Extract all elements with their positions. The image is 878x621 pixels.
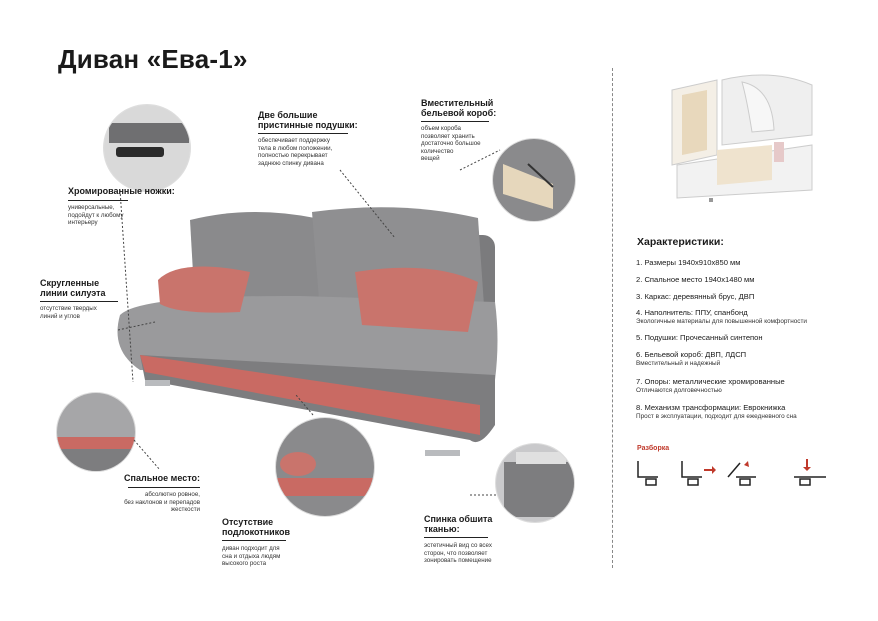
razborka-label: Разборка bbox=[637, 445, 670, 452]
box-callout bbox=[421, 98, 531, 163]
back-heading-1: Спинка обшита bbox=[424, 514, 493, 524]
sleep-text-1: абсолютно ровное, bbox=[144, 491, 200, 498]
pillows-callout bbox=[258, 110, 388, 167]
box-rule bbox=[421, 121, 489, 122]
legs-callout bbox=[68, 186, 188, 227]
back-heading-2: тканью: bbox=[424, 524, 460, 534]
back-text-2: сторон, что позволяет bbox=[424, 549, 488, 557]
back-closeup-image bbox=[495, 443, 575, 523]
spec-item-1-main: 1. Размеры 1940х910х850 мм bbox=[636, 258, 741, 267]
spec-item-8 bbox=[636, 403, 797, 421]
armrests-text-1: диван подходит для bbox=[222, 545, 280, 552]
pillows-heading-2: пристинные подушки: bbox=[258, 120, 358, 130]
legs-text-1: универсальные, bbox=[68, 204, 115, 211]
legs-heading: Хромированные ножки: bbox=[68, 186, 175, 196]
sleep-rule bbox=[128, 487, 200, 488]
spec-item-8-sub: Прост в эксплуатации, подходит для ежедневного сна bbox=[636, 413, 797, 420]
armrests-heading-1: Отсутствие bbox=[222, 517, 274, 527]
box-text-5: вещей bbox=[421, 155, 440, 162]
legs-text-3: интерьеру bbox=[68, 219, 98, 226]
spec-item-6 bbox=[636, 350, 746, 368]
back-rule bbox=[424, 537, 488, 538]
pillows-rule bbox=[258, 133, 348, 134]
box-heading-2: бельевой короб: bbox=[421, 108, 497, 118]
legs-text-2: подойдут к любому bbox=[68, 211, 124, 219]
spec-item-4-sub: Экологичные материалы для повышенной комфортности bbox=[636, 318, 807, 325]
pillows-heading-1: Две большие bbox=[258, 110, 318, 120]
legs-closeup-image bbox=[103, 104, 191, 192]
rounded-callout bbox=[40, 278, 150, 320]
spec-item-5-main: 5. Подушки: Прочесанный синтепон bbox=[636, 333, 763, 342]
specs-heading: Характеристики: bbox=[637, 236, 724, 248]
spec-item-5 bbox=[636, 333, 763, 342]
spec-item-3-main: 3. Каркас: деревянный брус, ДВП bbox=[636, 292, 755, 301]
spec-item-1 bbox=[636, 258, 741, 267]
legs-rule bbox=[68, 200, 128, 201]
box-text-4: количество bbox=[421, 147, 454, 155]
sofa-cutaway-image bbox=[662, 70, 822, 202]
spec-item-2-main: 2. Спальное место 1940х1480 мм bbox=[636, 275, 755, 284]
pillows-text-3: полностью перекрывает bbox=[258, 152, 328, 159]
armrests-heading-2: подлокотников bbox=[222, 527, 291, 537]
armrests-text-2: сна и отдыха людям bbox=[222, 552, 281, 560]
spec-item-6-sub: Вместительный и надежный bbox=[636, 360, 721, 367]
box-text-2: позволяет хранить bbox=[421, 132, 475, 140]
page-title: Диван «Ева-1» bbox=[58, 44, 248, 74]
armrests-rule bbox=[222, 540, 286, 541]
armrests-callout bbox=[222, 517, 332, 568]
sleep-text-3: жесткости bbox=[170, 506, 200, 513]
spec-item-7-main: 7. Опоры: металлические хромированные bbox=[636, 377, 785, 386]
box-heading-1: Вместительный bbox=[421, 98, 494, 108]
spec-item-6-main: 6. Бельевой короб: ДВП, ЛДСП bbox=[636, 350, 747, 359]
rounded-text-1: отсутствие твердых bbox=[40, 305, 97, 312]
sleep-text-2: без наклонов и перепадов bbox=[124, 498, 200, 506]
spec-item-3 bbox=[636, 292, 754, 301]
box-text-1: объем короба bbox=[421, 125, 462, 132]
rounded-heading-2: линии силуэта bbox=[40, 288, 106, 298]
spec-item-2 bbox=[636, 275, 755, 284]
pillows-text-2: тела в любом положении, bbox=[258, 144, 333, 152]
rounded-rule bbox=[40, 301, 118, 302]
spec-item-4-main: 4. Наполнитель: ППУ, спанбонд bbox=[636, 308, 748, 317]
rounded-heading-1: Скругленные bbox=[40, 278, 100, 288]
spec-item-7-sub: Отличаются долговечностью bbox=[636, 387, 722, 394]
back-text-1: эстетичный вид со всех bbox=[424, 542, 492, 549]
spec-item-8-main: 8. Механизм трансформации: Еврокнижка bbox=[636, 403, 786, 412]
transformation-diagram bbox=[636, 457, 836, 489]
box-text-3: достаточно большое bbox=[421, 140, 481, 147]
spec-item-7 bbox=[636, 377, 785, 395]
sleep-callout bbox=[70, 473, 200, 514]
spec-item-4 bbox=[636, 308, 807, 326]
rounded-text-2: линий и углов bbox=[40, 312, 80, 320]
divider bbox=[612, 68, 613, 568]
sleep-heading: Спальное место: bbox=[124, 473, 200, 483]
back-callout bbox=[424, 514, 544, 565]
back-text-3: зонировать помещение bbox=[424, 557, 492, 564]
sleep-closeup-image bbox=[56, 392, 136, 472]
armrests-closeup-image bbox=[275, 417, 375, 517]
armrests-text-3: высокого роста bbox=[222, 560, 267, 567]
pillows-text-1: обеспечивает поддержку bbox=[258, 137, 330, 144]
pillows-text-4: заднюю спинку дивана bbox=[258, 159, 324, 167]
